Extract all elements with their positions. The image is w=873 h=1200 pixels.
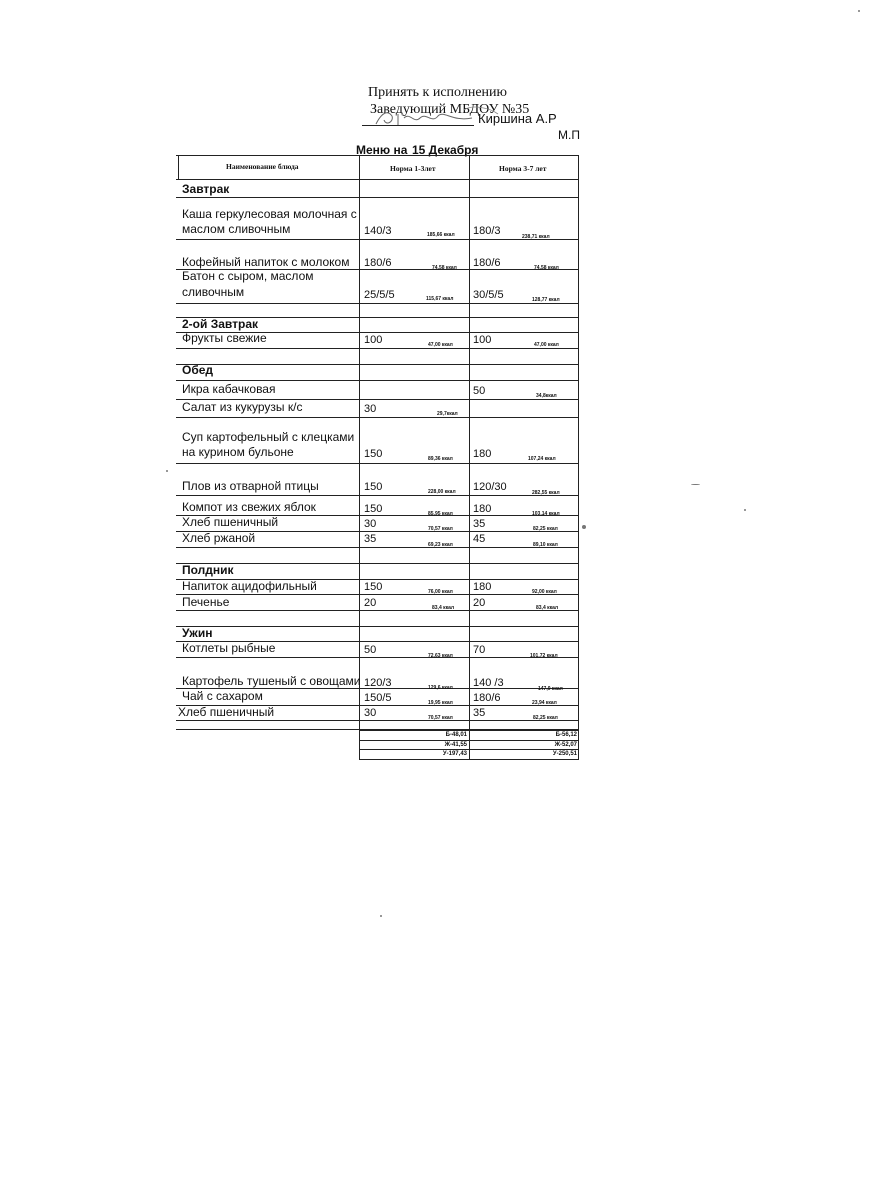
portion-1-3: 35 <box>364 533 377 545</box>
table-border-right <box>578 155 579 730</box>
portion-1-3: 120/3 <box>364 677 392 689</box>
stamp-label: М.П <box>558 128 580 142</box>
kcal-3-7: 74,58 ккал <box>534 265 559 271</box>
dish-name: Хлеб ржаной <box>182 531 256 545</box>
table-row-line <box>176 303 579 304</box>
kcal-1-3: 83,4 ккал <box>432 605 455 611</box>
portion-1-3: 180/6 <box>364 257 392 269</box>
total-carbs-1-3: У-197,43 <box>442 751 467 757</box>
kcal-3-7: 82,25 ккал <box>533 526 558 532</box>
table-row-line <box>176 364 579 365</box>
table-row-line <box>176 239 579 240</box>
section-snack: Полдник <box>182 563 234 577</box>
dish-name: Картофель тушеный с овощами <box>182 674 361 688</box>
table-row-line <box>176 348 579 349</box>
kcal-1-3: 19,95 ккал <box>428 700 453 706</box>
kcal-3-7: 82,25 ккал <box>533 715 558 721</box>
kcal-1-3: 76,00 ккал <box>428 589 453 595</box>
scan-speck <box>858 10 860 12</box>
table-row-line <box>176 495 579 496</box>
menu-table <box>176 155 579 730</box>
totals-divider <box>469 730 470 760</box>
portion-3-7: 20 <box>473 597 486 609</box>
dish-name: Напиток ацидофильный <box>182 579 317 593</box>
portion-3-7: 120/30 <box>473 481 507 493</box>
kcal-1-3: 89,36 ккал <box>428 456 453 462</box>
column-header-dish: Наименование блюда <box>226 162 299 171</box>
portion-1-3: 150 <box>364 581 383 593</box>
kcal-1-3: 85,95 ккал <box>428 511 453 517</box>
dish-name: Каша геркулесовая молочная с <box>182 207 357 221</box>
table-border-left <box>178 155 179 179</box>
dish-name: Плов из отварной птицы <box>182 479 319 493</box>
kcal-1-3: 228,00 ккал <box>428 489 456 495</box>
kcal-1-3: 70,57 ккал <box>428 715 453 721</box>
kcal-1-3: 115,67 ккал <box>426 296 454 302</box>
kcal-1-3: 29,7ккал <box>437 411 458 417</box>
dish-name: Кофейный напиток с молоком <box>182 255 350 269</box>
table-row-line <box>176 380 579 381</box>
kcal-3-7: 23,94 ккал <box>532 700 557 706</box>
portion-1-3: 150 <box>364 481 383 493</box>
portion-3-7: 100 <box>473 334 492 346</box>
dish-name: Хлеб пшеничный <box>182 515 279 529</box>
dish-name: Хлеб пшеничный <box>178 705 275 719</box>
total-fat-1-3: Ж-41,55 <box>444 742 467 748</box>
scan-speck <box>166 470 168 472</box>
total-protein-1-3: Б-48,01 <box>445 732 467 738</box>
table-row-line <box>176 720 579 721</box>
table-border-top <box>176 155 579 156</box>
dish-name: на курином бульоне <box>182 445 294 459</box>
section-lunch: Обед <box>182 363 214 377</box>
dish-name: сливочным <box>182 285 245 299</box>
kcal-3-7: 89,10 ккал <box>533 542 558 548</box>
scan-speck <box>380 915 382 917</box>
kcal-3-7: 34,8ккал <box>536 393 557 399</box>
portion-3-7: 50 <box>473 385 486 397</box>
director-name: Киршина А.Р <box>478 111 557 126</box>
portion-3-7: 140 /3 <box>473 677 504 689</box>
kcal-1-3: 72,63 ккал <box>428 653 453 659</box>
kcal-3-7: 103,14 ккал <box>532 511 560 517</box>
table-row-line <box>176 626 579 627</box>
portion-1-3: 140/3 <box>364 225 392 237</box>
portion-1-3: 30 <box>364 707 377 719</box>
dish-name: Батон с сыром, маслом <box>182 269 314 283</box>
portion-1-3: 30 <box>364 403 377 415</box>
portion-3-7: 70 <box>473 644 486 656</box>
dish-name: Чай с сахаром <box>182 689 263 703</box>
table-row-line <box>176 197 579 198</box>
column-header-norm-1-3: Норма 1-3лет <box>390 164 436 173</box>
dish-name: Икра кабачковая <box>182 382 276 396</box>
table-row-line <box>176 594 579 595</box>
total-protein-3-7: Б-56,12 <box>555 732 577 738</box>
kcal-3-7: 128,77 ккал <box>532 297 560 303</box>
table-row-line <box>176 417 579 418</box>
column-divider <box>359 155 360 730</box>
column-divider <box>469 155 470 730</box>
portion-1-3: 150/5 <box>364 692 392 704</box>
portion-3-7: 35 <box>473 707 486 719</box>
section-second-breakfast: 2-ой Завтрак <box>182 317 259 331</box>
kcal-3-7: 282,55 ккал <box>532 490 560 496</box>
dish-name: Фрукты свежие <box>182 331 267 345</box>
portion-3-7: 180/6 <box>473 257 501 269</box>
dish-name: Суп картофельный с клецками <box>182 430 355 444</box>
signature-line <box>362 125 474 126</box>
portion-3-7: 180/6 <box>473 692 501 704</box>
section-breakfast: Завтрак <box>182 182 230 196</box>
kcal-3-7: 101,72 ккал <box>530 653 558 659</box>
approval-line-1: Принять к исполнению <box>368 85 507 100</box>
scan-speck <box>582 525 586 529</box>
kcal-1-3: 74,58 ккал <box>432 265 457 271</box>
approval-line-2: Заведующий МБДОУ №35 <box>370 102 530 117</box>
kcal-3-7: 83,4 ккал <box>536 605 559 611</box>
kcal-1-3: 185,66 ккал <box>427 232 455 238</box>
portion-3-7: 180 <box>473 503 492 515</box>
total-fat-3-7: Ж-52,07 <box>554 742 577 748</box>
dish-name: Салат из кукурузы к/с <box>182 400 303 414</box>
portion-1-3: 50 <box>364 644 377 656</box>
menu-date: 15 Декабря <box>412 143 479 157</box>
portion-1-3: 100 <box>364 334 383 346</box>
portion-1-3: 150 <box>364 448 383 460</box>
section-dinner: Ужин <box>182 626 213 640</box>
total-carbs-3-7: У-250,51 <box>552 751 577 757</box>
portion-3-7: 45 <box>473 533 486 545</box>
scan-speck <box>744 509 746 511</box>
dish-name: Печенье <box>182 595 230 609</box>
portion-3-7: 180/3 <box>473 225 501 237</box>
column-header-norm-3-7: Норма 3-7 лет <box>499 164 547 173</box>
table-row-line <box>176 563 579 564</box>
menu-on-label: Меню на <box>356 143 408 157</box>
table-row-line <box>176 547 579 548</box>
totals-table <box>359 730 579 760</box>
totals-border <box>578 730 579 760</box>
dish-name: маслом сливочным <box>182 222 291 236</box>
portion-1-3: 150 <box>364 503 383 515</box>
kcal-1-3: 69,23 ккал <box>428 542 453 548</box>
kcal-3-7: 107,24 ккал <box>528 456 556 462</box>
dish-name: Компот из свежих яблок <box>182 500 316 514</box>
totals-border <box>359 730 360 760</box>
kcal-1-3: 70,57 ккал <box>428 526 453 532</box>
kcal-3-7: 147,9 ккал <box>538 686 563 692</box>
table-row-line <box>176 610 579 611</box>
dish-name: Котлеты рыбные <box>182 641 276 655</box>
portion-3-7: 30/5/5 <box>473 289 504 301</box>
kcal-3-7: 238,71 ккал <box>522 234 550 240</box>
portion-3-7: 180 <box>473 448 492 460</box>
portion-3-7: 35 <box>473 518 486 530</box>
table-row-line <box>176 657 579 658</box>
portion-3-7: 180 <box>473 581 492 593</box>
portion-1-3: 25/5/5 <box>364 289 395 301</box>
portion-1-3: 20 <box>364 597 377 609</box>
portion-1-3: 30 <box>364 518 377 530</box>
table-row-line <box>176 463 579 464</box>
scan-speck <box>691 484 700 485</box>
kcal-1-3: 129,6 ккал <box>428 685 453 691</box>
kcal-3-7: 47,00 ккал <box>534 342 559 348</box>
kcal-3-7: 92,00 ккал <box>532 589 557 595</box>
kcal-1-3: 47,00 ккал <box>428 342 453 348</box>
table-row-line <box>176 179 579 180</box>
